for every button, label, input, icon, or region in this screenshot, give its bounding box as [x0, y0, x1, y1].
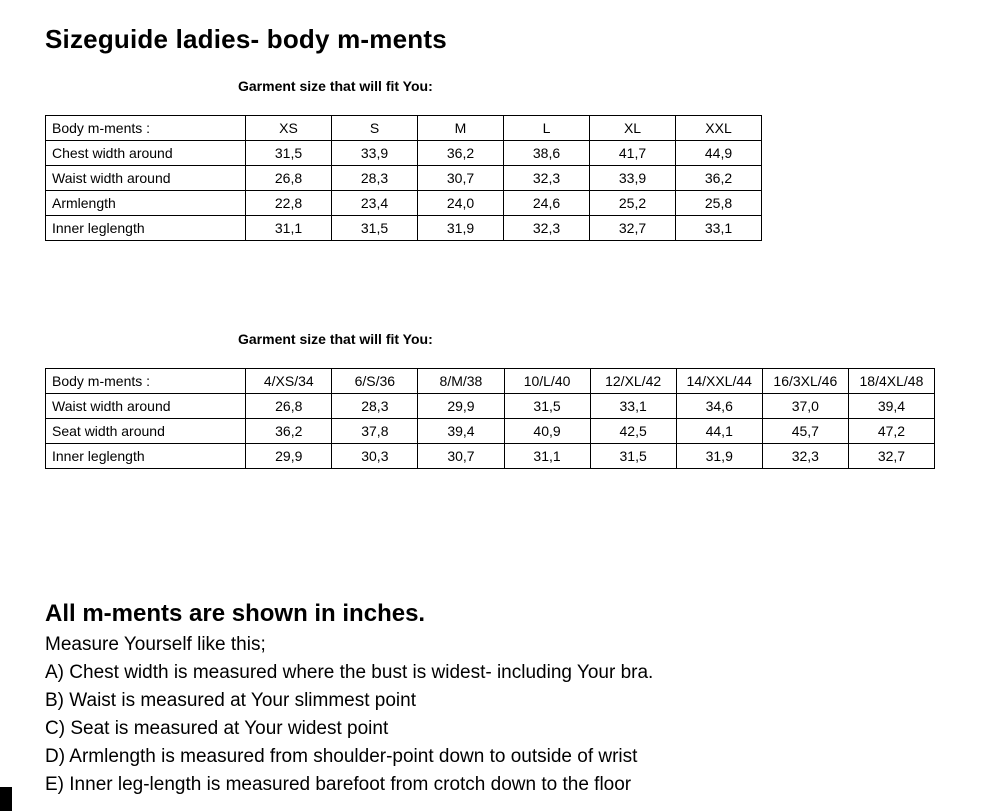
table1-cell: 32,3 — [504, 166, 590, 191]
table1-cell: 24,6 — [504, 191, 590, 216]
table2-header-cell: 6/S/36 — [332, 369, 418, 394]
table-row — [46, 141, 762, 166]
table-row — [46, 191, 762, 216]
table2-cell: 31,9 — [676, 444, 762, 469]
table1-cell: 30,7 — [418, 166, 504, 191]
table2-cell: 45,7 — [762, 419, 848, 444]
table2-cell: 32,7 — [848, 444, 934, 469]
measurement-notes — [45, 599, 945, 799]
table-header-row — [46, 116, 762, 141]
table-header-row — [46, 369, 935, 394]
table2-cell: 29,9 — [418, 394, 504, 419]
table2-header-cell: 12/XL/42 — [590, 369, 676, 394]
table2-row-label: Seat width around — [46, 419, 246, 444]
table1-cell: 31,5 — [332, 216, 418, 241]
table2-cell: 33,1 — [590, 394, 676, 419]
body-measurements-table-letter-sizes — [45, 115, 762, 241]
table-row — [46, 216, 762, 241]
table1-cell: 24,0 — [418, 191, 504, 216]
table1-row-label: Chest width around — [46, 141, 246, 166]
table1-cell: 22,8 — [246, 191, 332, 216]
table1-cell: 36,2 — [418, 141, 504, 166]
table-row — [46, 444, 935, 469]
table1-cell: 31,1 — [246, 216, 332, 241]
table2-header-cell: Body m-ments : — [46, 369, 246, 394]
table2-header-cell: 14/XXL/44 — [676, 369, 762, 394]
table-row — [46, 394, 935, 419]
table1-caption: Garment size that will fit You: — [238, 78, 433, 94]
table1-cell: 31,9 — [418, 216, 504, 241]
table1-header-cell: L — [504, 116, 590, 141]
page-title: Sizeguide ladies- body m-ments — [45, 24, 447, 54]
table1-cell: 44,9 — [676, 141, 762, 166]
table2-cell: 31,1 — [504, 444, 590, 469]
table1-header-cell: S — [332, 116, 418, 141]
table1-cell: 41,7 — [590, 141, 676, 166]
page-corner-mark — [0, 787, 12, 811]
table2-cell: 42,5 — [590, 419, 676, 444]
table2-cell: 28,3 — [332, 394, 418, 419]
table1-header-cell: XL — [590, 116, 676, 141]
table1-row-label: Waist width around — [46, 166, 246, 191]
body-measurements-table-numeric-sizes — [45, 368, 935, 469]
table2-cell: 29,9 — [246, 444, 332, 469]
table2-cell: 37,0 — [762, 394, 848, 419]
table1-cell: 33,9 — [332, 141, 418, 166]
table1-header-cell: Body m-ments : — [46, 116, 246, 141]
table1-cell: 33,9 — [590, 166, 676, 191]
table2-cell: 31,5 — [590, 444, 676, 469]
table2-cell: 37,8 — [332, 419, 418, 444]
table2-row-label: Waist width around — [46, 394, 246, 419]
table1-cell: 23,4 — [332, 191, 418, 216]
table1-cell: 31,5 — [246, 141, 332, 166]
table1-cell: 28,3 — [332, 166, 418, 191]
notes-line: D) Armlength is measured from shoulder-point down to outside of wrist — [45, 745, 638, 767]
table1-row-label: Armlength — [46, 191, 246, 216]
table1-cell: 25,2 — [590, 191, 676, 216]
table2-caption: Garment size that will fit You: — [238, 331, 433, 347]
table2-cell: 39,4 — [848, 394, 934, 419]
table2-cell: 39,4 — [418, 419, 504, 444]
table2-header-cell: 16/3XL/46 — [762, 369, 848, 394]
notes-heading: All m-ments are shown in inches. — [45, 600, 426, 627]
table2-cell: 30,7 — [418, 444, 504, 469]
table2-header-cell: 18/4XL/48 — [848, 369, 934, 394]
table1-cell: 33,1 — [676, 216, 762, 241]
table2-cell: 40,9 — [504, 419, 590, 444]
notes-line: E) Inner leg-length is measured barefoot from crotch down to the floor — [45, 773, 632, 795]
table-row — [46, 166, 762, 191]
table1-header-cell: XXL — [676, 116, 762, 141]
table2-cell: 34,6 — [676, 394, 762, 419]
table2-cell: 32,3 — [762, 444, 848, 469]
table2-header-cell: 4/XS/34 — [246, 369, 332, 394]
notes-line: Measure Yourself like this; — [45, 634, 266, 655]
table1-cell: 32,7 — [590, 216, 676, 241]
table2-cell: 26,8 — [246, 394, 332, 419]
table2-cell: 47,2 — [848, 419, 934, 444]
table1-cell: 25,8 — [676, 191, 762, 216]
table2-header-cell: 8/M/38 — [418, 369, 504, 394]
table1-header-cell: M — [418, 116, 504, 141]
table1-row-label: Inner leglength — [46, 216, 246, 241]
table1-cell: 36,2 — [676, 166, 762, 191]
table2-cell: 44,1 — [676, 419, 762, 444]
table1-header-cell: XS — [246, 116, 332, 141]
notes-line: B) Waist is measured at Your slimmest point — [45, 689, 416, 711]
table1-cell: 38,6 — [504, 141, 590, 166]
table2-row-label: Inner leglength — [46, 444, 246, 469]
table-row — [46, 419, 935, 444]
table2-cell: 30,3 — [332, 444, 418, 469]
notes-line: A) Chest width is measured where the bust is widest- including Your bra. — [45, 661, 654, 683]
table1-cell: 26,8 — [246, 166, 332, 191]
table2-header-cell: 10/L/40 — [504, 369, 590, 394]
table2-cell: 31,5 — [504, 394, 590, 419]
notes-line: C) Seat is measured at Your widest point — [45, 717, 389, 739]
table1-cell: 32,3 — [504, 216, 590, 241]
table2-cell: 36,2 — [246, 419, 332, 444]
